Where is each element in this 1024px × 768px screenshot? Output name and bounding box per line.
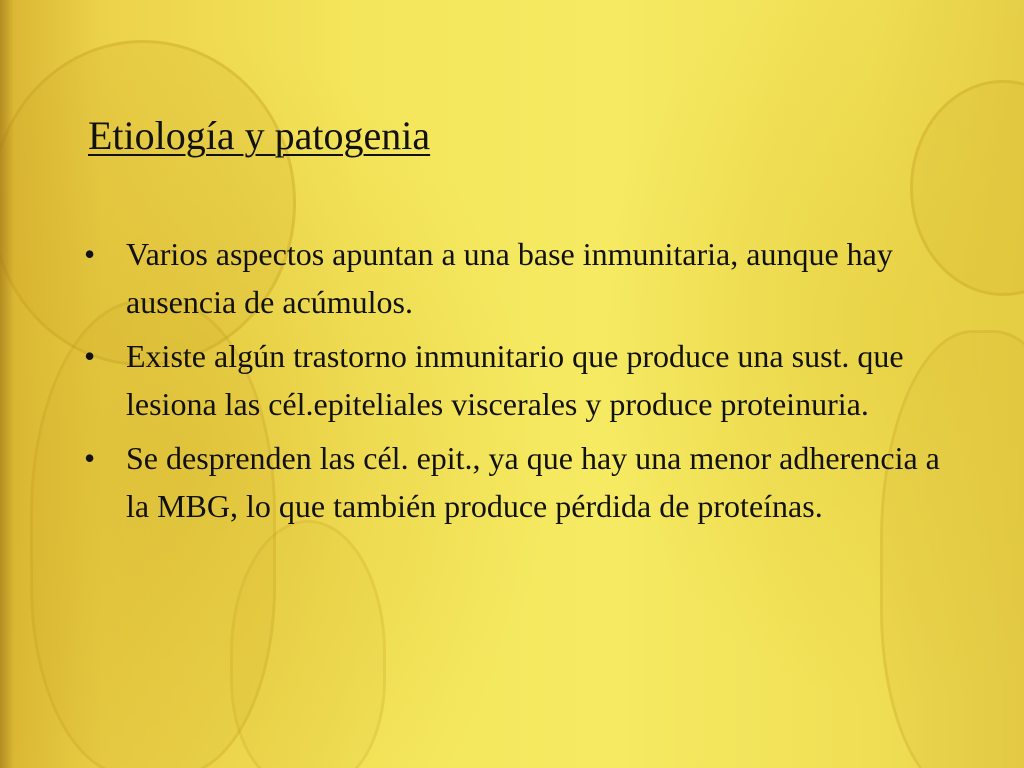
bullet-text: Existe algún trastorno inmunitario que produce una sust. que lesiona las cél.epiteliales viscerales y produce proteinuria. [126,338,904,422]
page-edge-shadow [0,0,14,768]
bullet-text: Varios aspectos apuntan a una base inmunitaria, aunque hay ausencia de acúmulos. [126,236,893,320]
bullet-text: Se desprenden las cél. epit., ya que hay una menor adherencia a la MBG, lo que también produce pérdida de proteínas. [126,440,940,524]
background-shape [230,520,386,768]
bullet-list [80,230,950,536]
bullet-item [80,230,950,326]
bullet-item [80,434,950,530]
slide-title: Etiología y patogenia [88,113,431,158]
bullet-icon: • [84,338,96,374]
bullet-icon: • [84,440,96,476]
bullet-item [80,332,950,428]
bullet-icon: • [84,236,96,272]
